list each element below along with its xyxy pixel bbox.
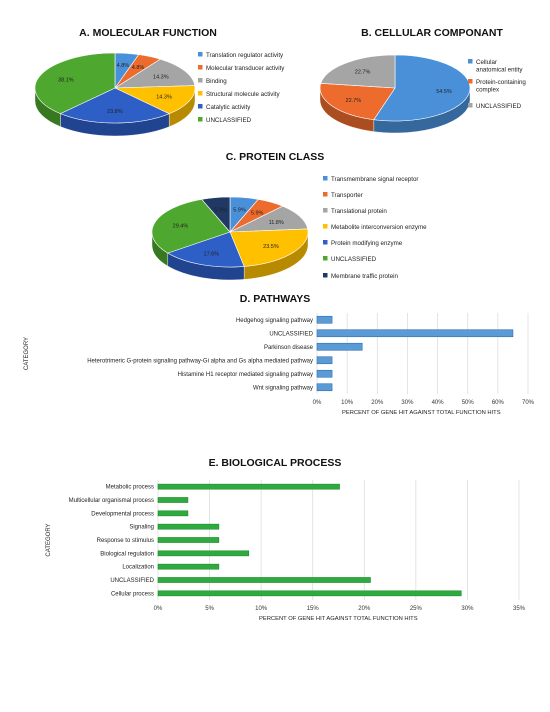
pie-value-label: 22.7% [345, 97, 362, 104]
legend-swatch [323, 192, 328, 197]
y-axis-title: CATEGORY [46, 523, 52, 557]
panel-cellular-component [320, 27, 526, 133]
legend-label: Catalytic activity [206, 104, 251, 111]
x-tick-label: 10% [255, 606, 268, 612]
legend-swatch [198, 117, 203, 122]
pie-value-label: 17.6% [203, 251, 220, 258]
y-category-label: Cellular process [110, 591, 154, 598]
y-category-label: Response to stimulus [96, 538, 154, 544]
bar [158, 484, 340, 489]
legend-swatch [198, 52, 203, 57]
pie-value-label: 11.8% [268, 219, 284, 226]
x-tick-label: 30% [461, 606, 474, 612]
legend-label: Structural molecule activity [206, 91, 280, 98]
x-tick-label: 0% [312, 400, 322, 406]
legend-swatch [323, 224, 328, 229]
panel-pathways [24, 293, 535, 416]
pie-value-label: 38.1% [58, 77, 74, 84]
legend-label: Transporter [331, 192, 363, 199]
bar [158, 577, 370, 582]
bar [158, 537, 219, 542]
legend-label: Transmembrane signal receptor [331, 176, 419, 183]
pie-value-label: 5.9% [214, 207, 227, 214]
bar [317, 343, 362, 350]
legend-label: UNCLASSIFIED [206, 117, 252, 124]
bar [158, 524, 219, 529]
legend-label: Metabolite interconversion enzyme [331, 224, 427, 231]
y-category-label: UNCLASSIFIED [269, 331, 313, 338]
y-category-label: UNCLASSIFIED [110, 578, 154, 584]
pie-value-label: 5.9% [250, 210, 264, 217]
legend-swatch [468, 59, 473, 64]
legend-swatch [323, 256, 328, 261]
pie-value-label: 14.3% [153, 74, 169, 81]
legend-swatch [468, 103, 473, 108]
legend-label: UNCLASSIFIED [476, 103, 522, 110]
legend-swatch [323, 208, 328, 213]
legend-swatch [198, 104, 203, 109]
x-tick-label: 70% [521, 400, 535, 406]
y-category-label: Heterotrimeric G-protein signaling pathway-Gi alpha and Gs alpha mediated pathway [87, 358, 313, 365]
pie-value-label: 4.8% [131, 65, 145, 72]
legend-label: Translation regulator activity [206, 52, 284, 59]
chart-title: E. BIOLOGICAL PROCESS [208, 457, 342, 469]
pie-value-label: 29.4% [172, 223, 189, 230]
x-tick-label: 25% [409, 606, 422, 612]
bar [158, 497, 188, 502]
y-category-label: Developmental process [91, 511, 154, 518]
y-category-label: Hedgehog signaling pathway [235, 317, 313, 324]
bar [158, 591, 461, 596]
legend-label: Cellular anatomical entity [476, 59, 523, 74]
x-tick-label: 15% [306, 606, 319, 612]
pie-value-label: 5.9% [233, 207, 246, 214]
legend-label: Protein-containing complex [476, 79, 526, 94]
legend-label: Membrane traffic protein [331, 273, 398, 280]
y-axis-title: CATEGORY [24, 336, 30, 371]
bar [317, 330, 513, 337]
pie-value-label: 23.5% [263, 243, 279, 250]
bar [158, 551, 249, 556]
y-category-label: Metabolic process [105, 484, 154, 491]
pie-value-label: 22.7% [354, 69, 371, 76]
bar [317, 316, 332, 323]
x-axis-title: PERCENT OF GENE HIT AGAINST TOTAL FUNCTION HITS [259, 616, 418, 622]
y-category-label: Localization [122, 564, 154, 571]
legend-swatch [468, 79, 473, 84]
pie-value-label: 23.8% [107, 109, 123, 116]
chart-title: C. PROTEIN CLASS [225, 151, 325, 163]
legend-label: UNCLASSIFIED [331, 256, 377, 263]
chart-title: A. MOLECULAR FUNCTION [79, 27, 217, 39]
y-category-label: Histamine H1 receptor mediated signaling pathway [177, 371, 313, 378]
y-category-label: Biological regulation [100, 551, 154, 558]
legend-label: Binding [206, 78, 227, 85]
bar [158, 511, 188, 516]
panel-molecular-function [35, 27, 285, 136]
bar [317, 384, 332, 391]
x-tick-label: 40% [431, 400, 444, 406]
panel-biological-process [46, 457, 526, 622]
x-tick-label: 50% [461, 400, 474, 406]
y-category-label: Signaling [129, 524, 154, 531]
x-tick-label: 60% [491, 400, 504, 406]
x-tick-label: 30% [401, 400, 414, 406]
bar [317, 370, 332, 377]
x-tick-label: 20% [358, 606, 371, 612]
x-tick-label: 20% [371, 400, 384, 406]
chart-title: D. PATHWAYS [239, 293, 311, 305]
legend-swatch [323, 240, 328, 245]
bar [317, 357, 332, 364]
legend-swatch [198, 91, 203, 96]
legend-swatch [323, 176, 328, 181]
legend-label: Molecular transducer activity [206, 65, 285, 72]
x-axis-title: PERCENT OF GENE HIT AGAINST TOTAL FUNCTION HITS [342, 410, 501, 416]
legend-label: Protein modifying enzyme [331, 240, 403, 247]
legend-swatch [198, 78, 203, 83]
bar [158, 564, 219, 569]
x-tick-label: 10% [341, 400, 354, 406]
pie-value-label: 14.3% [156, 94, 172, 101]
y-category-label: Wnt signaling pathway [252, 385, 313, 392]
x-tick-label: 35% [512, 606, 526, 612]
x-tick-label: 5% [205, 606, 214, 612]
legend-swatch [323, 273, 328, 278]
legend-swatch [198, 65, 203, 70]
y-category-label: Parkinson disease [263, 344, 313, 351]
chart-title: B. CELLULAR COMPONANT [361, 27, 503, 39]
pie-value-label: 4.8% [116, 63, 130, 70]
pie-value-label: 54.5% [436, 89, 452, 96]
panel-protein-class [152, 151, 427, 280]
x-tick-label: 0% [153, 606, 163, 612]
y-category-label: Multicellular organismal process [68, 498, 154, 504]
legend-label: Translational protein [331, 208, 387, 215]
